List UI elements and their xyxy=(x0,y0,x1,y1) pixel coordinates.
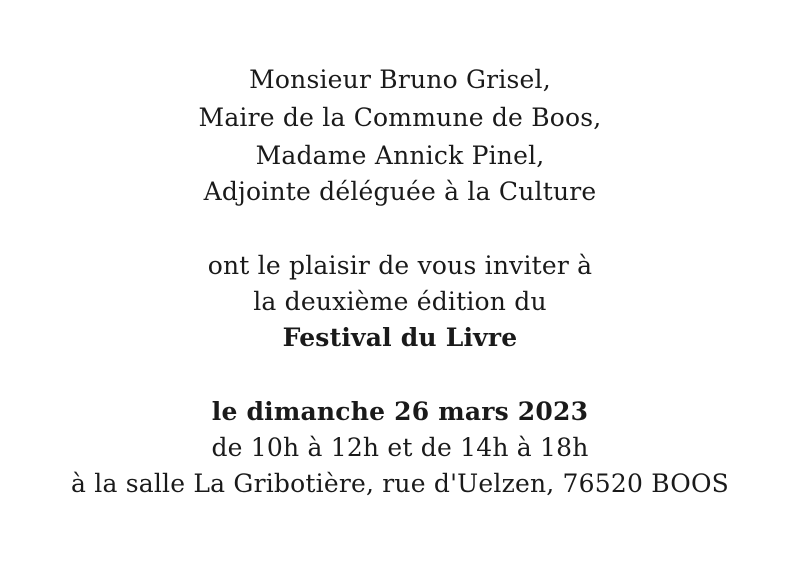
invitation-line-2: la deuxième édition du xyxy=(253,287,547,316)
host-mayor-name: Monsieur Bruno Grisel, xyxy=(249,65,551,94)
event-name: Festival du Livre xyxy=(282,323,518,352)
event-hours: de 10h à 12h et de 14h à 18h xyxy=(211,433,589,462)
event-date: le dimanche 26 mars 2023 xyxy=(211,397,589,426)
invitation-line-1: ont le plaisir de vous inviter à xyxy=(207,251,593,280)
host-deputy-title: Adjointe déléguée à la Culture xyxy=(203,177,597,206)
event-venue: à la salle La Gribotière, rue d'Uelzen, 76520 BOOS xyxy=(71,469,729,498)
host-deputy-name: Madame Annick Pinel, xyxy=(255,141,545,170)
host-mayor-title: Maire de la Commune de Boos, xyxy=(198,103,602,132)
